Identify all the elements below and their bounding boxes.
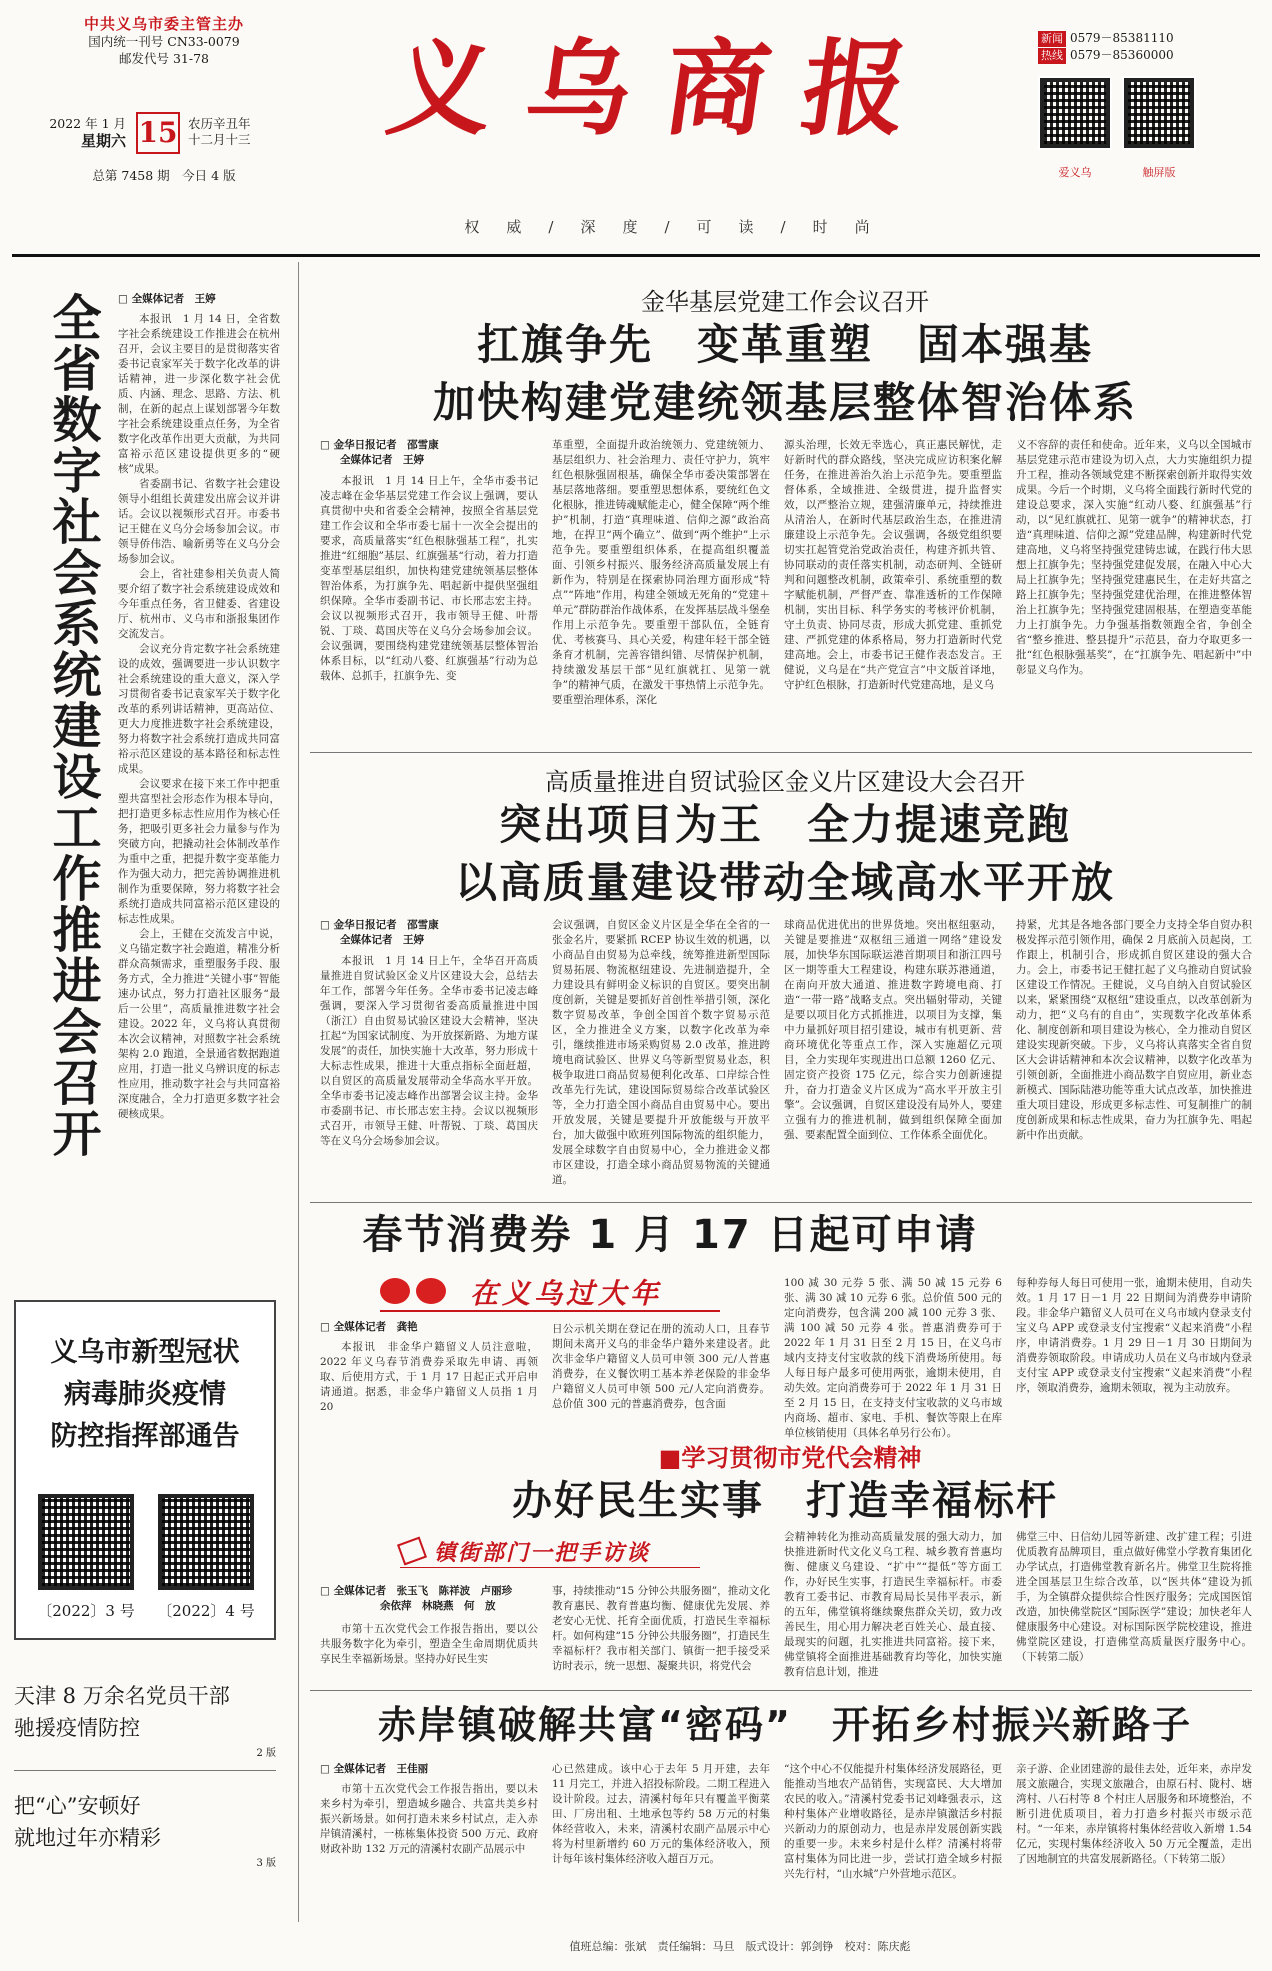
hotline-tag-news: 新闻	[1038, 31, 1066, 47]
story4-col2: 事，持续推动“15 分钟公共服务圈”，推动文化教育惠民、教育普惠均衡、健康优先发展、养老安心无忧、托育全面优质，打造民生幸福标杆。如何构建“15 分钟公共服务圈”，打造民生幸福标杆？我市相关部门、镇街一把手接受采访时表示，统一思想、凝聚共识，将党代会	[552, 1585, 770, 1672]
story3-col4: 每种券每人每日可使用一张，逾期未使用，自动失效。1 月 17 日－1 月 22 日期间为消费券申请阶段。非金华户籍留义人员可在义乌市域内登录支付宝义乌 APP 或登录支付宝搜索“义起来消费”小程序，申请消费券。1 月 29 日－1 月 30 日期间为消费券领取阶段。申请成功人员在义乌市域内登录支付宝 APP 或登录支付宝搜索“义起来消费”小程序，领取消费券，逾期未领取，视为主动放弃。	[1016, 1277, 1252, 1394]
issue-info: 总第 7458 期 今日 4 版	[92, 168, 236, 183]
story1-col3: 源头治理，长效无幸选心，真正惠民解忧，走好新时代的群众路线，坚决完成应访积案化解任务，在推进善治久治上示范争先。要重塑监督体系，全域推进、全级贯进，提升监督实效，以严整治立规，建强清廉单元，持续推进从清治人，在新时代基层政治生态，在推进清廉建设上示范争先。会议强调，各级党组织要切实扛起管党治党政治责任，构建齐抓共管、协同联动的责任落实机制，动态研判、全链研判和问题整改机制，政策牵引、系统重塑的数字赋能机制，严督严查、靠准透析的工作保障机制，实出目标、科学务实的考核评价机制，守土负责、协同尽责，形成大抓党建、重抓党建、严抓党建的体系格局，努力打造新时代党建高地。会上，市委书记王健作表态发言。王健说，义乌是在“共产党宣言”中文版首译地，守护红色根脉，打造新时代党建高地，是义乌	[784, 439, 1002, 691]
day-number: 15	[136, 112, 180, 154]
story2-kicker: 高质量推进自贸试验区金义片区建设大会召开	[545, 768, 1025, 796]
newspaper-logo: 义乌商报	[380, 27, 950, 150]
lunar-date: 十二月十三	[188, 132, 251, 148]
story5-col2: 心已然建成。该中心于去年 5 月开建，去年 11 月完工，并进入招投标阶段。二期工程进入设计阶段。过去，清溪村每年只有覆盖平衡菜田、厂房出租、土地承包等约 58 万元的村集体经营收入，未来，清溪村农副产品展示中心将为村里新增约 60 万元的集体经济收入，预计每年该村集体经济收入超百万元。	[552, 1763, 770, 1865]
notice-box[interactable]	[14, 1300, 276, 1640]
masthead-rule	[12, 254, 1260, 257]
story4-banner: 镇街部门一把手访谈	[400, 1534, 700, 1568]
column-divider	[298, 262, 299, 1922]
story2-col3: 球商品优进优出的世界货地。突出枢纽驱动，关键是要推进“双枢纽三通道一网络”建设发展，加快华东国际联运港首期项目和浙江四号区一期等重大工程建设，构建东联苏港通道，在南向开放大通道、推进数字跨境电商、打造“一带一路”战略支点。突出辐射带动，关键是要以项目化方式抓推进，以项目为支撑，集中力量抓好项目招引建设，城市有机更新、营商环境优化等重点工作，深入实施超亿元项目，全力实现年实现进出口总额 1260 亿元、固定资产投资 175 亿元，综合实力创新速提升，奋力打造金义片区成为“高水平开放主引擎”。会议强调，自贸区建设没有局外人，要建立强有力的推进机制，做到组织保障全面加强、要素配置全面到位、工作体系全面优化。	[784, 919, 1002, 1141]
postal-code: 邮发代号 31-78	[118, 51, 209, 67]
story4-byline: □ 全媒体记者 张玉飞 陈祥波 卢丽珍 余依萍 林晓燕 何 放	[320, 1585, 513, 1612]
left-story-body: 本报讯 1 月 14 日，全省数字社会系统建设工作推进会在杭州召开，会议主要目的是贯彻落实省委书记袁家军关于数字化改革的讲话精神，进一步深化数字社会优质、内涵、理念、思路、方法、机制，在新的起点上谋划部署今年数字社会系统建设重点任务，为全省数字化改革作出更大贡献，为共同富裕示范区建设提供更多的“硬核”成果。 省委副书记、省数字社会建设领导小组组长黄建发出席会议并讲话。会议以视频形式召开。市委书记王健在义乌分会场参加会议。市领导侨伟浩、喻新勇等在义乌分会场参加会议。 会上，省社建参相关负责人简要介绍了数字社会系统建设成效和今年重点任务，省卫健委、省建设厅、杭州市、义乌市和浙报集团作交流发言。 会议充分肯定数字社会系统建设的成效，强调要进一步认识数字社会系统建设的重大意义，深入学习贯彻省委书记袁家军关于数字化改革的系列讲话精神，更高站位、更大力度推进数字社会系统建设，努力将数字社会系统打造成共同富裕示范区建设的基本路径和标志性成果。 会议要求在接下来工作中把重塑共富型社会形态作为根本导向，把打造更多标志性应用作为核心任务，把吸引更多社会力量参与作为突破方向，把撬动社会体制改革作为重中之重，把提升数字变革能力作为强大动力，把完善协调推进机制作为重要保障，努力将数字社会系统打造成共同富裕示范区建设的标志性成果。 会上，王健在交流发言中说，义乌锚定数字社会跑道，精准分析群众高频需求，重塑服务手段、服务方式，全力推进“关键小事”智能速办试点，努力打造社区服务“最后一公里”，高质量推进数字社会建设。2022 年，义乌将认真贯彻本次会议精神，对照数字社会系统架构 2.0 跑道，全景通省数据跑道应用，打造一批义乌辨识度的标志性应用，推动数字社会与共同富裕深度融合，全力打造更多数字社会硬核成果。	[118, 313, 280, 1120]
lantern-icon	[380, 1278, 410, 1304]
notice-title: 义乌市新型冠状 病毒肺炎疫情 防控指挥部通告	[50, 1337, 240, 1452]
editorial-credits: 值班总编：张斌 责任编辑：马旦 版式设计：郭剑铮 校对：陈庆彪	[569, 1940, 911, 1953]
story2-byline: □ 金华日报记者 邵雪康 全媒体记者 王婷	[320, 919, 439, 946]
story3-col2: 日公示机关期在登记在册的流动人口，且春节期间未离开义乌的非金华户籍外来建设者。此次非金华户籍留义人员可申领 300 元/人普惠消费券，在义餐饮明工基本养老保险的非金华户籍留义人员可申领 500 元/人定向消费券。总价值 300 元的普惠消费券，包含面	[552, 1323, 770, 1410]
qr-code-icon[interactable]	[38, 1494, 134, 1590]
story1-col2: 革重塑，全面提升政治统领力、党建统领力、基层组织力、社会治理力、责任守护力，筑牢红色根脉强固根基，确保全华市委决策部署在基层落地落细。要重塑思想体系，要统红色文化根脉，推进铸魂赋能走心，健全保障“两个维护”机制，打造“真理味道、信仰之源”政治高地，在捍卫“两个确立”、做到“两个维护”上示范争先。要重塑组织体系，在提高组织覆盖面、引领乡村振兴、服务经济高质量发展上有新作为，特别是在探索协同治理方面形成“特点”“阵地”作用，构建全领域无死角的“党建＋单元”群防群治作战体系，在发挥基层战斗堡垒作用上示范争先。要重塑干部队伍，全链育优、考核赛马、具心关爱，构建年轻干部全链条育才机制，完善容错纠错、尽情保护机制，持续激发基层干部“见红旗就扛、见第一就争”的精神气质，在激发干事热情上示范争先。要重塑治理体系，深化	[552, 439, 770, 706]
notice-number-4: 〔2022〕4 号	[157, 1602, 255, 1620]
phone-2: 0579－85360000	[1070, 48, 1174, 63]
story3-col1: 本报讯 非金华户籍留义人员注意啦，2022 年义乌春节消费券采取先申请、再领取、后使用方式，于 1 月 17 日起正式开启申请通道。据悉，非金华户籍留义人员指 1 月 20	[320, 1341, 538, 1413]
story2-col4: 持紧，尤其是各地各部门要全力支持全华自贸办积极发挥示范引领作用，确保 2 月底前入员起岗，工作跟上，机制引合，形成抓自贸区建设的强大合力。会上，市委书记王健扛起了义乌推动自贸试验区建设工作情况。王健说，义乌自纳入自贸试验区以来，紧紧围绕“双枢纽”建设重点，以改革创新为动力，把“义乌有的自由”，实现数字化改革体系化、制度创新和项目建设为核心，全力推动自贸区建设实现新突破。下步，义乌将认真落实全省自贸区大会讲话精神和本次会议精神，以数字化改革为引领创新，全面推进小商品数字自贸应用，新业态新模式、国际陆港功能等重大试点改革，加快推进重大项目建设，形成更多标志性、可复制推广的制度创新成果和标志性成果，奋力为扛旗争先、唱起新中作出贡献。	[1016, 919, 1252, 1141]
qr-code-icon[interactable]	[1040, 78, 1110, 148]
hotline-tag-line: 热线	[1038, 48, 1066, 64]
story2-col1: 本报讯 1 月 14 日上午，全华召开高质量推进自贸试验区金义片区建设大会，总结去年工作，部署今年任务。全华市委书记凌志峰强调，要深入学习贯彻省委高质量推进中国（浙江）自由贸易试验区建设大会精神，坚决扛起“为国家试制度、为开放探新路、为地方谋发展”的责任，加快实施十大改革，努力形成十大标志性成果，推进十大重点指标全面赶超，以自贸区的高质量发展带动全华高水平开放。全华市委书记凌志峰作出部署会议主持。金华市委副书记、市长邢志宏主持。会议以视频形式召开，市领导王健、叶帮锐、丁琰、葛国庆等在义乌分会场参加会议。	[320, 955, 538, 1147]
story4-col3: 会精神转化为推动高质量发展的强大动力，加快推进新时代文化义乌工程、城乡教育普惠均衡、健康义乌建设、“扩中”“提低”等方面工作，办好民生实事，打造民生幸福标杆。市委教育工委书记、市教育局局长吴伟平表示，新的五年，佛堂镇将继续聚焦群众关切，致力改善民生，用心用力解决老百姓关心、最直接、最现实的问题，扎实推进共同富裕。接下来，佛堂镇将全面推进基础教育均等化，加快实施教育信息计划，推进	[784, 1531, 1002, 1678]
story2-rule	[310, 1202, 1252, 1203]
story1-headline1[interactable]: 扛旗争先 变革重塑 固本强基	[476, 320, 1093, 369]
story3-col3: 100 减 30 元券 5 张、满 50 减 15 元券 6 张、满 30 减 10 元券 6 张。总价值 500 元的定向消费券，包含满 200 减 100 元券 3 张、满 100 减 50 元券 4 张。普惠消费券可于 2022 年 1 月 31 日至 2 月 15 日，在义乌市域内支持支付宝收款的线下消费场所使用。每人每日每户最多可使用两张，逾期未使用，自动失效。定向消费券可于 2022 年 1 月 31 日至 2 月 15 日，在支持支付宝收款的义乌市域内商场、超市、家电、手机、餐饮等限上在库单位核销使用（具体名单另行公布）。	[784, 1277, 1002, 1439]
masthead-info	[46, 14, 282, 68]
hotline	[1038, 30, 1238, 65]
date-block	[46, 112, 282, 156]
story1-col1: 本报讯 1 月 14 日上午，全华市委书记凌志峰在金华基层党建工作会议上强调，要认真贯彻中央和省委全会精神，按照全省基层党建工作会议和全华市委七届十一次全会提出的要求，高质量落实“红色根脉强基工程”，扎实推进“红细胞”基层、红旗强基“行动，着力打造变革型基层组织，加快构建党建统领基层整体智治体系，为打旗争先、唱起新中提供坚强组织保障。全华市委副书记、市长邢志宏主持。会议以视频形式召开，我市领导王健、叶帮锐、丁琰、葛国庆等在义乌分会场参加会议。会议强调，要围绕构建党建统领基层整体智治体系目标，以“红动八婺、红旗强基”行动为总载体、总抓手，扛旗争先、变	[320, 475, 538, 682]
story2-headline1[interactable]: 突出项目为王 全力提速竞跑	[498, 800, 1071, 849]
lunar-year: 农历辛丑年	[188, 116, 251, 131]
story4-rule	[310, 1690, 1252, 1691]
organizer: 中共义乌市委主管主办	[83, 15, 244, 33]
teaser-divider	[14, 1770, 276, 1771]
story5-col4: 亲子游、企业团建游的最佳去处，近年来，赤岸发展文旅融合，实现文旅融合，由原石村、陇村、塘湾村、八石村等 8 个村庄人居服务和环境整治，不断引进优质项目，着力打造乡村振兴市级示范村。“一年来，赤岸镇将村集体经营收入新增 1.54 亿元，实现村集体经济收入 50 万元全覆盖，走出了因地制宜的共富发展新路径。（下转第二版）	[1016, 1763, 1252, 1865]
story5-col3: “这个中心不仅能提升村集体经济发展路径，更能推动当地农产品销售，实现富民、大大增加农民的收入。”清溪村党委书记刘峰强表示，这种村集体产业增收路径，是赤岸镇激活乡村振兴新动力的原创动力，也是赤岸发展创新实践的重要一步。未来乡村是什么样？清溪村将带富村集体为同比进一步，尝试打造全域乡村振兴先行村，“山水城”户外营地示范区。	[784, 1763, 1002, 1880]
teaser-1[interactable]: 天津 8 万余名党员干部 驰援疫情防控 2 版	[14, 1684, 276, 1759]
story1-headline2[interactable]: 加快构建党建统领基层整体智治体系	[432, 378, 1137, 427]
story4-headline[interactable]: 办好民生实事 打造幸福标杆	[512, 1478, 1058, 1524]
story2-col2: 会议强调，自贸区金义片区是全华在全省的一张金名片，要紧抓 RCEP 协议生效的机遇，以小商品自由贸易为总牵线，统筹推进新型国际贸易拓展、物流枢纽建设、先进制造提升，全力建设具有鲜明金义标识的自贸区。要突出制度创新，关键是要抓好首创性举措引领，深化数字贸易改革，争创全国首个数字贸易示范区，全力推进全义方案，以数字化改革为牵引，继续推进市场采购贸易 2.0 改革，推进跨境电商试验区、世界义乌等新型贸易业态，积极争取进口商品贸易便利化改革、口岸综合性改革先行先试，建设国际贸易综合改革试验区等，全力打造全国小商品自由贸易中心。要出开放发展，关键是要提升开放能级与开放平台，加大做强中欧班列国际物流的组织能力，发展全球数字自由贸易中心，全力推进金义都市区建设，打造全球小商品贸易物流的关键通道。	[552, 919, 770, 1186]
story1-kicker: 金华基层党建工作会议召开	[641, 288, 929, 316]
phone-1: 0579－85381110	[1070, 31, 1174, 45]
story1-col4: 义不容辞的责任和使命。近年来，义乌以全国城市基层党建示范市建设为切入点，大力实施组织力提升工程，推动各领域党建不断探索创新并取得实效成果。今后一个时期，义乌将全面践行新时代党的建设总要求，深入实施“红动八婺、红旗强基”行动，以“见红旗就扛、见第一就争”的精神状态，打造“真理味道、信仰之源”党建品牌，构建新时代党建高地，义乌将坚持强党建铸忠诚，在践行伟大思想上扛旗争先；坚持强党建促发展，在融入中心大局上扛旗争先；坚持强党建惠民生，在走好共富之路上扛旗争先；坚持强党建优治理，在推进整体智治上扛旗争先；坚持强党建固根基，在塑造变革能力上打旗争先。力争强基指数领跑全省，争创全省“整乡推进、整县提升”示范县，奋力夺取更多一批“红色根脉强基奖”，在“扛旗争先、唱起新中”中彰显义乌作为。	[1016, 439, 1252, 676]
story5-col1: 市第十五次党代会工作报告指出，要以未来乡村为牵引，塑造城乡融合、共富共美乡村振兴新场景。如何打造未来乡村试点，走入赤岸镇清溪村，一栋栋集体投资 500 万元、政府财政补助 132 万元的清溪村农副产品展示中	[320, 1783, 538, 1855]
qr2-label: 触屏版	[1142, 166, 1176, 179]
left-story-byline: □ 全媒体记者 王婷	[118, 293, 216, 305]
story3-byline: □ 全媒体记者 龚艳	[320, 1321, 418, 1333]
story3-headline[interactable]: 春节消费券 1 月 17 日起可申请	[362, 1212, 978, 1258]
story4-section-label: ■学习贯彻市党代会精神	[658, 1444, 922, 1472]
lantern-icon	[416, 1278, 446, 1304]
story2-headline2[interactable]: 以高质量建设带动全域高水平开放	[454, 858, 1115, 907]
slogan: 权 威 / 深 度 / 可 读 / 时 尚	[464, 218, 876, 236]
story1-rule	[310, 752, 1252, 753]
left-story-headline: 全省数字社会系统建设工作推进会召开	[45, 292, 102, 1159]
qr1-label: 爱义乌	[1058, 166, 1092, 179]
notice-number-3: 〔2022〕3 号	[37, 1602, 135, 1620]
qr-code-icon[interactable]	[1124, 78, 1194, 148]
story4-col1: 市第十五次党代会工作报告指出，要以公共服务数字化为牵引，塑造全生命周期优质共享民生幸福新场景。坚持办好民生实	[320, 1623, 538, 1665]
qr-code-icon[interactable]	[158, 1494, 254, 1590]
cn-number: 国内统一刊号 CN33-0079	[88, 34, 240, 50]
date-year-month: 2022 年 1 月	[49, 116, 126, 131]
pen-icon	[397, 1537, 427, 1566]
weekday: 星期六	[80, 132, 126, 151]
story1-byline: □ 金华日报记者 邵雪康 全媒体记者 王婷	[320, 439, 439, 466]
teaser-2[interactable]: 把“心”安顿好 就地过年亦精彩 3 版	[14, 1794, 276, 1869]
story3-banner: 在义乌过大年	[380, 1272, 720, 1312]
story5-byline: □ 全媒体记者 王佳丽	[320, 1763, 429, 1775]
story4-col4: 佛堂三中、日信幼儿园等新建、改扩建工程；引进优质教育品牌项目，重点做好佛堂小学教育集团化办学试点，打造佛堂教育新名片。佛堂卫生院将推进全国基层卫生综合改革，以“医共体”建设为抓手，为全镇群众提供综合性医疗服务；完成国医馆改造，加快佛堂院区“国际医学”建设；加快老年人健康服务中心建设。对标国际医学院校建设，推进佛堂院区建设，打造佛堂高质量医疗服务中心。（下转第二版）	[1016, 1531, 1252, 1663]
story5-headline[interactable]: 赤岸镇破解共富“密码” 开拓乡村振兴新路子	[378, 1703, 1192, 1747]
